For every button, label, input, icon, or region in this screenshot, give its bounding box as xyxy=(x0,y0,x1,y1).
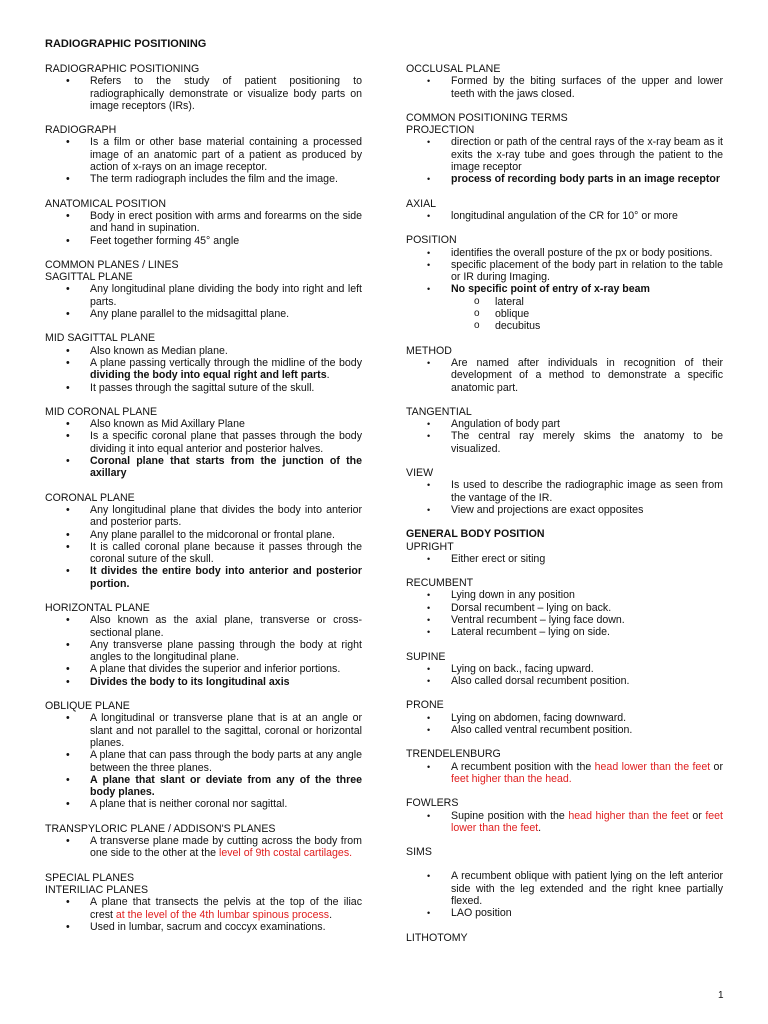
text-run: Is used to describe the radiographic image as seen from the vantage of the IR. xyxy=(451,479,723,504)
section-oblique-plane xyxy=(45,700,362,811)
section-heading: LITHOTOMY xyxy=(406,931,468,944)
text-run: Any plane parallel to the midcoronal or frontal plane. xyxy=(90,528,335,541)
bullet-item xyxy=(406,504,723,516)
bullet-list xyxy=(45,283,362,320)
section-anatomical-position xyxy=(45,198,362,247)
bold-text: Coronal plane that starts from the junction of the axillary xyxy=(90,455,362,480)
text-run: Angulation of body part xyxy=(451,418,560,431)
page-number: 1 xyxy=(718,990,724,1001)
bullet-item xyxy=(45,663,362,675)
section-heading: TANGENTIAL xyxy=(406,405,472,418)
section-common-positioning-terms xyxy=(406,112,723,186)
red-emphasis-text: level of 9th costal cartilages. xyxy=(218,847,353,860)
bullet-list xyxy=(406,136,723,185)
text-run: Is a film or other base material containing a processed image of an anatomic part of a patient as produced by action of x-rays on an image receptor. xyxy=(90,136,362,174)
bullet-item xyxy=(45,75,362,112)
section-sims xyxy=(406,846,723,919)
section-subheading: INTERILIAC PLANES xyxy=(45,883,149,896)
text-run: LAO position xyxy=(451,907,512,920)
bullet-list xyxy=(45,896,362,933)
text-run: Lying down in any position xyxy=(451,589,575,602)
section-tangential xyxy=(406,406,723,455)
bullet-list xyxy=(45,712,362,810)
section-heading: AXIAL xyxy=(406,197,437,210)
bullet-list xyxy=(406,418,723,455)
bullet-list xyxy=(406,870,723,919)
bullet-item xyxy=(406,553,723,565)
bullet-list xyxy=(406,479,723,516)
text-run: A recumbent position with the xyxy=(451,760,595,773)
bullet-item xyxy=(45,418,362,430)
bold-text: dividing the body into equal right and left parts xyxy=(90,369,327,382)
text-run: Refers to the study of patient positioning to radiographically demonstrate or visualize body parts on image receptors (IRs). xyxy=(90,75,362,112)
text-run: Also known as the axial plane, transverse or cross-sectional plane. xyxy=(90,614,362,639)
bullet-list xyxy=(406,247,723,296)
bullet-item xyxy=(45,565,362,590)
bullet-item xyxy=(406,907,723,919)
section-subheading: SAGITTAL PLANE xyxy=(45,271,133,284)
red-emphasis-text: head lower than the feet xyxy=(594,760,711,773)
bullet-item xyxy=(406,810,723,835)
text-run: specific placement of the body part in relation to the table or IR during Imaging. xyxy=(451,258,723,284)
section-horizontal-plane xyxy=(45,602,362,688)
section-heading: FOWLERS xyxy=(406,797,459,810)
bullet-item xyxy=(406,173,723,185)
bullet-list xyxy=(406,75,723,100)
text-run: A transverse plane made by cutting across the body from one side to the other at the xyxy=(90,835,362,860)
bullet-item xyxy=(406,210,723,222)
bullet-item xyxy=(45,639,362,664)
bullet-item xyxy=(45,345,362,357)
section-heading: SIMS xyxy=(406,846,432,859)
bullet-item xyxy=(406,724,723,736)
bullet-item xyxy=(406,602,723,614)
bullet-item xyxy=(45,749,362,774)
section-radiograph xyxy=(45,124,362,185)
section-occlusal-plane xyxy=(406,63,723,100)
text-run: or xyxy=(688,809,706,822)
bullet-item xyxy=(406,479,723,504)
bullet-item xyxy=(45,357,362,382)
section-heading: SUPINE xyxy=(406,650,446,663)
section-general-body-position xyxy=(406,528,723,565)
section-heading: SPECIAL PLANES xyxy=(45,871,135,884)
text-run: Body in erect position with arms and forearms on the side and hand in supination. xyxy=(90,209,362,235)
sub-bullet-list xyxy=(406,296,723,333)
section-heading: TRANSPYLORIC PLANE / ADDISON'S PLANES xyxy=(45,822,276,835)
section-heading: COMMON POSITIONING TERMS xyxy=(406,111,568,124)
section-heading: OCCLUSAL PLANE xyxy=(406,63,501,75)
text-run: Also called ventral recumbent position. xyxy=(451,724,633,737)
section-subheading: PROJECTION xyxy=(406,124,475,137)
section-heading: RADIOGRAPH xyxy=(45,124,117,137)
text-run: A plane that divides the superior and inferior portions. xyxy=(90,663,341,676)
bullet-list xyxy=(406,553,723,565)
text-run: Lying on back., facing upward. xyxy=(451,662,594,675)
text-run: The term radiograph includes the film and the image. xyxy=(90,173,338,186)
section-heading: ANATOMICAL POSITION xyxy=(45,197,167,210)
sub-bullet-item: o oblique xyxy=(406,308,723,320)
bullet-list xyxy=(406,810,723,835)
bullet-list xyxy=(45,210,362,247)
bullet-item xyxy=(45,308,362,320)
left-column xyxy=(45,63,362,945)
text-run: Formed by the biting surfaces of the upper and lower teeth with the jaws closed. xyxy=(451,75,723,100)
bullet-item xyxy=(406,626,723,638)
bullet-item xyxy=(406,283,723,295)
bullet-item xyxy=(406,761,723,786)
bullet-item xyxy=(45,896,362,921)
bullet-list xyxy=(406,663,723,688)
section-heading: PRONE xyxy=(406,699,444,712)
text-run: A longitudinal or transverse plane that is at an angle or slant and not parallel to the sagittal, coronal or horizontal planes. xyxy=(90,712,362,749)
text-run: A plane passing vertically through the midline of the body xyxy=(90,356,362,369)
text-run: . xyxy=(538,821,542,834)
text-run: A recumbent oblique with patient lying on the left anterior side with the leg extended and the right knee partially flexed. xyxy=(451,870,723,908)
section-heading: VIEW xyxy=(406,467,434,480)
bullet-list xyxy=(406,210,723,222)
section-supine xyxy=(406,651,723,688)
section-heading: GENERAL BODY POSITION xyxy=(406,528,545,541)
bold-text: A plane that slant or deviate from any of the three body planes. xyxy=(90,773,362,799)
bullet-item xyxy=(45,283,362,308)
bullet-item xyxy=(406,663,723,675)
bullet-item xyxy=(406,430,723,455)
section-axial xyxy=(406,198,723,223)
section-lithotomy xyxy=(406,932,723,944)
bullet-item xyxy=(406,259,723,284)
text-run: It is called coronal plane because it passes through the coronal suture of the skull. xyxy=(90,540,362,566)
section-prone xyxy=(406,699,723,736)
text-run: A plane that is neither coronal nor sagittal. xyxy=(90,798,288,811)
bullet-list xyxy=(406,761,723,786)
section-common-planes-lines xyxy=(45,259,362,320)
section-heading: POSITION xyxy=(406,234,457,247)
text-run: Either erect or siting xyxy=(451,552,546,565)
bullet-item xyxy=(45,798,362,810)
bullet-list xyxy=(45,504,362,590)
bullet-item xyxy=(45,430,362,455)
section-position xyxy=(406,234,723,332)
bold-text: Divides the body to its longitudinal axis xyxy=(90,675,290,688)
section-heading: MID CORONAL PLANE xyxy=(45,405,158,418)
section-radiographic-positioning xyxy=(45,63,362,112)
text-run: Also called dorsal recumbent position. xyxy=(451,675,630,688)
text-run: Is a specific coronal plane that passes through the body dividing it into equal anterior and posterior halves. xyxy=(90,430,362,455)
right-column xyxy=(406,63,723,956)
red-emphasis-text: at the level of the 4th lumbar spinous process xyxy=(115,908,330,921)
bullet-item xyxy=(45,774,362,799)
bullet-list xyxy=(45,614,362,688)
section-view xyxy=(406,467,723,516)
red-emphasis-text: feet lower than the feet xyxy=(451,809,723,834)
bullet-item xyxy=(45,712,362,749)
bullet-item xyxy=(45,541,362,566)
bullet-list xyxy=(45,418,362,479)
text-run: Any longitudinal plane that divides the body into anterior and posterior parts. xyxy=(90,503,362,529)
red-emphasis-text: feet higher than the head. xyxy=(451,772,572,785)
bullet-item xyxy=(406,712,723,724)
bullet-list xyxy=(406,712,723,737)
bullet-item xyxy=(406,136,723,173)
text-run: longitudinal angulation of the CR for 10° or more xyxy=(451,209,678,222)
text-run: Also known as Median plane. xyxy=(90,344,228,357)
red-emphasis-text: head higher than the feet xyxy=(568,809,689,822)
text-run: A plane that transects the pelvis at the top of the iliac crest xyxy=(90,896,362,921)
text-run: Feet together forming 45° angle xyxy=(90,234,240,247)
text-run: A plane that can pass through the body parts at any angle between the three planes. xyxy=(90,749,362,774)
section-heading: RECUMBENT xyxy=(406,577,474,590)
bullet-item xyxy=(406,675,723,687)
bullet-item xyxy=(45,504,362,529)
bold-text: process of recording body parts in an image receptor xyxy=(451,173,721,186)
bold-text: No specific point of entry of x-ray beam xyxy=(451,283,650,296)
bullet-item xyxy=(406,418,723,430)
section-transpyloric-plane-addison-s-planes xyxy=(45,823,362,860)
bullet-list xyxy=(45,345,362,394)
sub-bullet-item: o decubitus xyxy=(406,320,723,332)
bullet-item xyxy=(45,614,362,639)
bullet-list xyxy=(406,357,723,394)
section-heading: CORONAL PLANE xyxy=(45,491,135,504)
bullet-item xyxy=(45,921,362,933)
text-run: Are named after individuals in recognition of their development of a method to demonstrate a specific anatomic part. xyxy=(451,356,723,394)
bullet-list xyxy=(45,136,362,185)
section-heading: METHOD xyxy=(406,344,452,357)
text-run: View and projections are exact opposites xyxy=(451,503,644,516)
section-heading: HORIZONTAL PLANE xyxy=(45,601,150,614)
document-title: RADIOGRAPHIC POSITIONING xyxy=(45,38,207,50)
bullet-item xyxy=(45,235,362,247)
bullet-item xyxy=(45,529,362,541)
bullet-item xyxy=(45,136,362,173)
bold-text: It divides the entire body into anterior and posterior portion. xyxy=(90,565,362,590)
section-coronal-plane xyxy=(45,492,362,590)
section-heading: OBLIQUE PLANE xyxy=(45,700,130,713)
text-run: Lateral recumbent – lying on side. xyxy=(451,626,610,639)
text-run: . xyxy=(326,369,330,382)
text-run: . xyxy=(329,908,333,921)
section-trendelenburg xyxy=(406,748,723,785)
section-heading: MID SAGITTAL PLANE xyxy=(45,332,156,345)
text-run: Any longitudinal plane dividing the body into right and left parts. xyxy=(90,283,362,308)
bullet-item xyxy=(406,75,723,100)
section-mid-sagittal-plane xyxy=(45,332,362,393)
bullet-item xyxy=(406,357,723,394)
section-heading: COMMON PLANES / LINES xyxy=(45,258,179,271)
text-run: Supine position with the xyxy=(451,809,569,822)
section-heading: TRENDELENBURG xyxy=(406,748,501,761)
bullet-item xyxy=(45,835,362,860)
bullet-item xyxy=(45,173,362,185)
text-run: Any transverse plane passing through the body at right angles to the longitudinal plane. xyxy=(90,638,362,664)
text-run: Any plane parallel to the midsagittal plane. xyxy=(90,308,290,321)
bullet-item xyxy=(406,614,723,626)
text-run: It passes through the sagittal suture of the skull. xyxy=(90,381,315,394)
bullet-list xyxy=(45,75,362,112)
bullet-item xyxy=(45,210,362,235)
section-recumbent xyxy=(406,577,723,638)
text-run: The central ray merely skims the anatomy to be visualized. xyxy=(451,430,723,455)
bullet-item xyxy=(45,676,362,688)
text-run: Also known as Mid Axillary Plane xyxy=(90,418,245,431)
text-run: identifies the overall posture of the px or body positions. xyxy=(451,246,713,259)
section-special-planes xyxy=(45,872,362,933)
text-run: Lying on abdomen, facing downward. xyxy=(451,711,627,724)
bullet-item xyxy=(406,247,723,259)
section-subheading: UPRIGHT xyxy=(406,540,454,553)
text-run: Used in lumbar, sacrum and coccyx examinations. xyxy=(90,920,326,933)
section-heading: RADIOGRAPHIC POSITIONING xyxy=(45,63,200,75)
text-run: Dorsal recumbent – lying on back. xyxy=(451,601,612,614)
section-fowlers xyxy=(406,797,723,834)
bullet-list xyxy=(45,835,362,860)
bullet-item xyxy=(45,455,362,480)
bullet-list xyxy=(406,589,723,638)
spacer xyxy=(406,858,723,870)
section-method xyxy=(406,345,723,394)
bullet-item xyxy=(406,870,723,907)
section-mid-coronal-plane xyxy=(45,406,362,480)
text-run: direction or path of the central rays of the x-ray beam as it exits the x-ray tube and goes through the patient to the image receptor xyxy=(451,136,723,174)
bullet-item xyxy=(406,589,723,601)
text-run: Ventral recumbent – lying face down. xyxy=(451,613,625,626)
bullet-item xyxy=(45,382,362,394)
sub-bullet-item: o lateral xyxy=(406,296,723,308)
text-run: or xyxy=(710,760,723,773)
